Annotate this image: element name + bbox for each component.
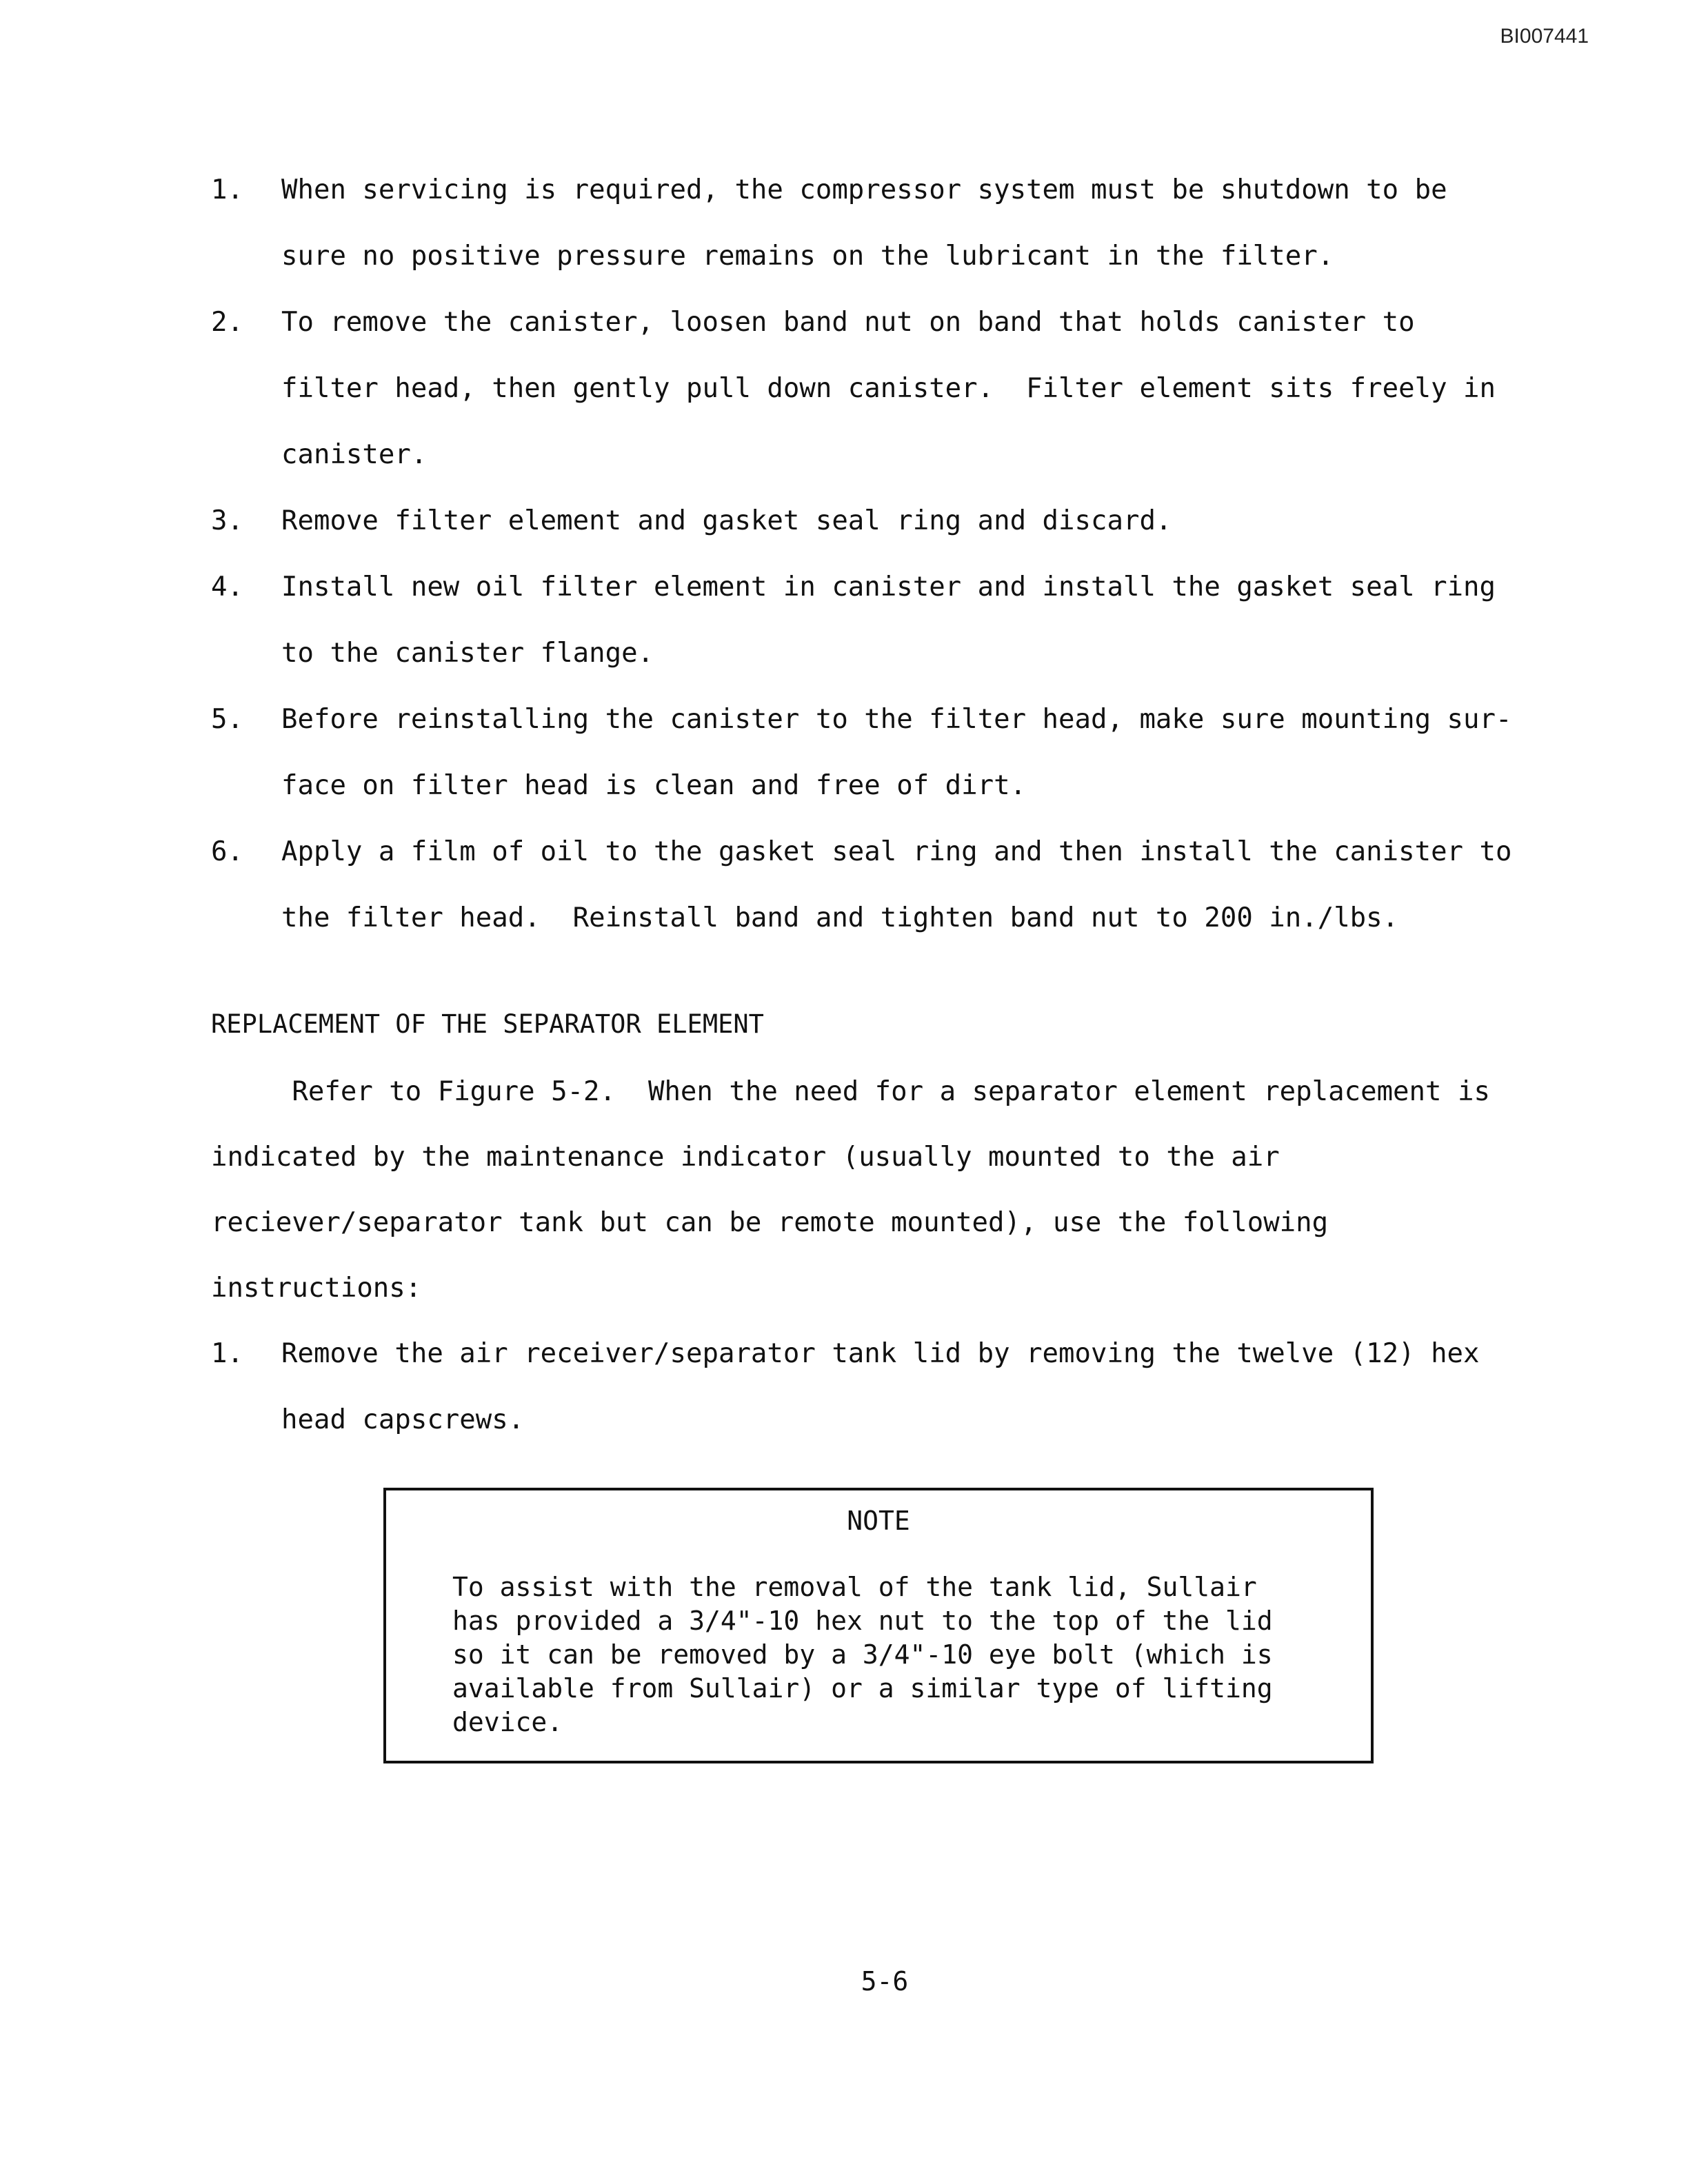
section-heading: REPLACEMENT OF THE SEPARATOR ELEMENT: [211, 1009, 764, 1039]
note-box: [383, 1488, 1374, 1763]
note-body: To assist with the removal of the tank lid, Sullair has provided a 3/4"-10 hex nut to the top of the lid so it can be removed by a 3/4"-10 eye bolt (which is available from Sullair) or a similar type of lifting device.: [452, 1572, 1273, 1737]
step-number: 2.: [211, 307, 243, 338]
step-text: Install new oil filter element in canister and install the gasket seal ring to the canister flange.: [281, 572, 1496, 669]
step-number: 1.: [211, 1338, 243, 1369]
step-text: Apply a film of oil to the gasket seal ring and then install the canister to the filter head. Reinstall band and tighten band nut to 200 in./lbs.: [281, 836, 1512, 933]
step-number: 6.: [211, 836, 243, 867]
list-item: [211, 157, 1549, 290]
list-item: [211, 554, 1549, 687]
intro-paragraph: Refer to Figure 5-2. When the need for a separator element replacement is indicated by the maintenance indicator (usually mounted to the air reciever/separator tank but can be remote mounted), use the following instructions:: [211, 1076, 1490, 1304]
list-item: [211, 488, 1549, 554]
step-number: 3.: [211, 505, 243, 536]
document-id: BI007441: [1500, 25, 1589, 48]
step-text: To remove the canister, loosen band nut on band that holds canister to filter head, then gently pull down canister. Filter element sits freely in canister.: [281, 307, 1496, 470]
step-number: 1.: [211, 174, 243, 205]
step-text: Remove filter element and gasket seal ring and discard.: [281, 505, 1172, 536]
list-item: [211, 1321, 1549, 1453]
step-number: 4.: [211, 572, 243, 603]
list-item: [211, 687, 1549, 819]
page-number: 5-6: [861, 1966, 909, 1996]
separator-replacement-steps: [211, 1321, 1549, 1453]
step-text: Before reinstalling the canister to the filter head, make sure mounting sur- face on filter head is clean and free of dirt.: [281, 704, 1512, 801]
list-item: [211, 290, 1549, 488]
list-item: [211, 819, 1549, 951]
filter-replacement-steps: [211, 157, 1549, 951]
step-text: Remove the air receiver/separator tank lid by removing the twelve (12) hex head capscrews.: [281, 1338, 1480, 1435]
step-number: 5.: [211, 704, 243, 735]
step-text: When servicing is required, the compressor system must be shutdown to be sure no positive pressure remains on the lubricant in the filter.: [281, 174, 1447, 272]
note-title: NOTE: [847, 1506, 910, 1536]
